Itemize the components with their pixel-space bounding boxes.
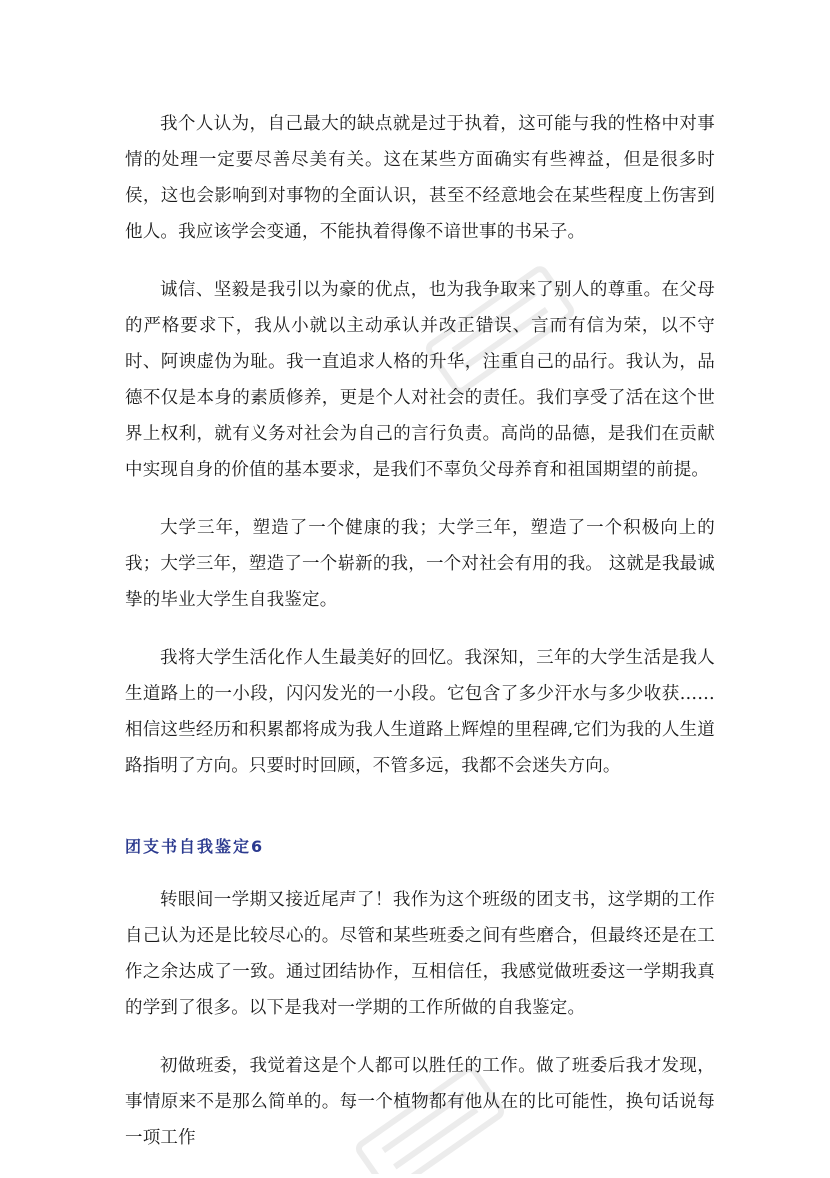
section-heading: 团支书自我鉴定6	[125, 837, 265, 856]
paragraph-three-years: 大学三年，塑造了一个健康的我；大学三年，塑造了一个积极向上的我；大学三年，塑造了一个崭新的我，一个对社会有用的我。 这就是我最诚挚的毕业大学生自我鉴定。	[125, 518, 715, 610]
paragraph-semester-summary: 转眼间一学期又接近尾声了！我作为这个班级的团支书，这学期的工作自己认为还是比较尽心的。尽管和某些班委之间有些磨合，但最终还是在工作之余达成了一致。通过团结协作，互相信任，我感觉做班委这一学期我真的学到了很多。以下是我对一学期的工作所做的自我鉴定。	[125, 890, 715, 1018]
paragraph-strengths: 诚信、坚毅是我引以为豪的优点，也为我争取来了别人的尊重。在父母的严格要求下，我从小就以主动承认并改正错误、言而有信为荣，以不守时、阿谀虚伪为耻。我一直追求人格的升华，注重自己的品行。我认为，品德不仅是本身的素质修养，更是个人对社会的责任。我们享受了活在这个世界上权利，就有义务对社会为自己的言行负责。高尚的品德，是我们在贡献中实现自身的价值的基本要求，是我们不辜负父母养育和祖国期望的前提。	[125, 280, 715, 480]
paragraph-first-committee: 初做班委，我觉着这是个人都可以胜任的工作。做了班委后我才发现，事情原来不是那么简单的。每一个植物都有他从在的比可能性，换句话说每一项工作	[125, 1056, 715, 1148]
paragraph-memories: 我将大学生活化作人生最美好的回忆。我深知，三年的大学生活是我人生道路上的一小段，闪闪发光的一小段。它包含了多少汗水与多少收获……相信这些经历和积累都将成为我人生道路上辉煌的里程碑,它们为我的人生道路指明了方向。只要时时回顾，不管多远，我都不会迷失方向。	[125, 648, 715, 776]
paragraph-shortcomings: 我个人认为，自己最大的缺点就是过于执着，这可能与我的性格中对事情的处理一定要尽善尽美有关。这在某些方面确实有些裨益，但是很多时侯，这也会影响到对事物的全面认识，甚至不经意地会在某些程度上伤害到他人。我应该学会变通，不能执着得像不谙世事的书呆子。	[125, 114, 715, 242]
document-body	[125, 106, 715, 1178]
